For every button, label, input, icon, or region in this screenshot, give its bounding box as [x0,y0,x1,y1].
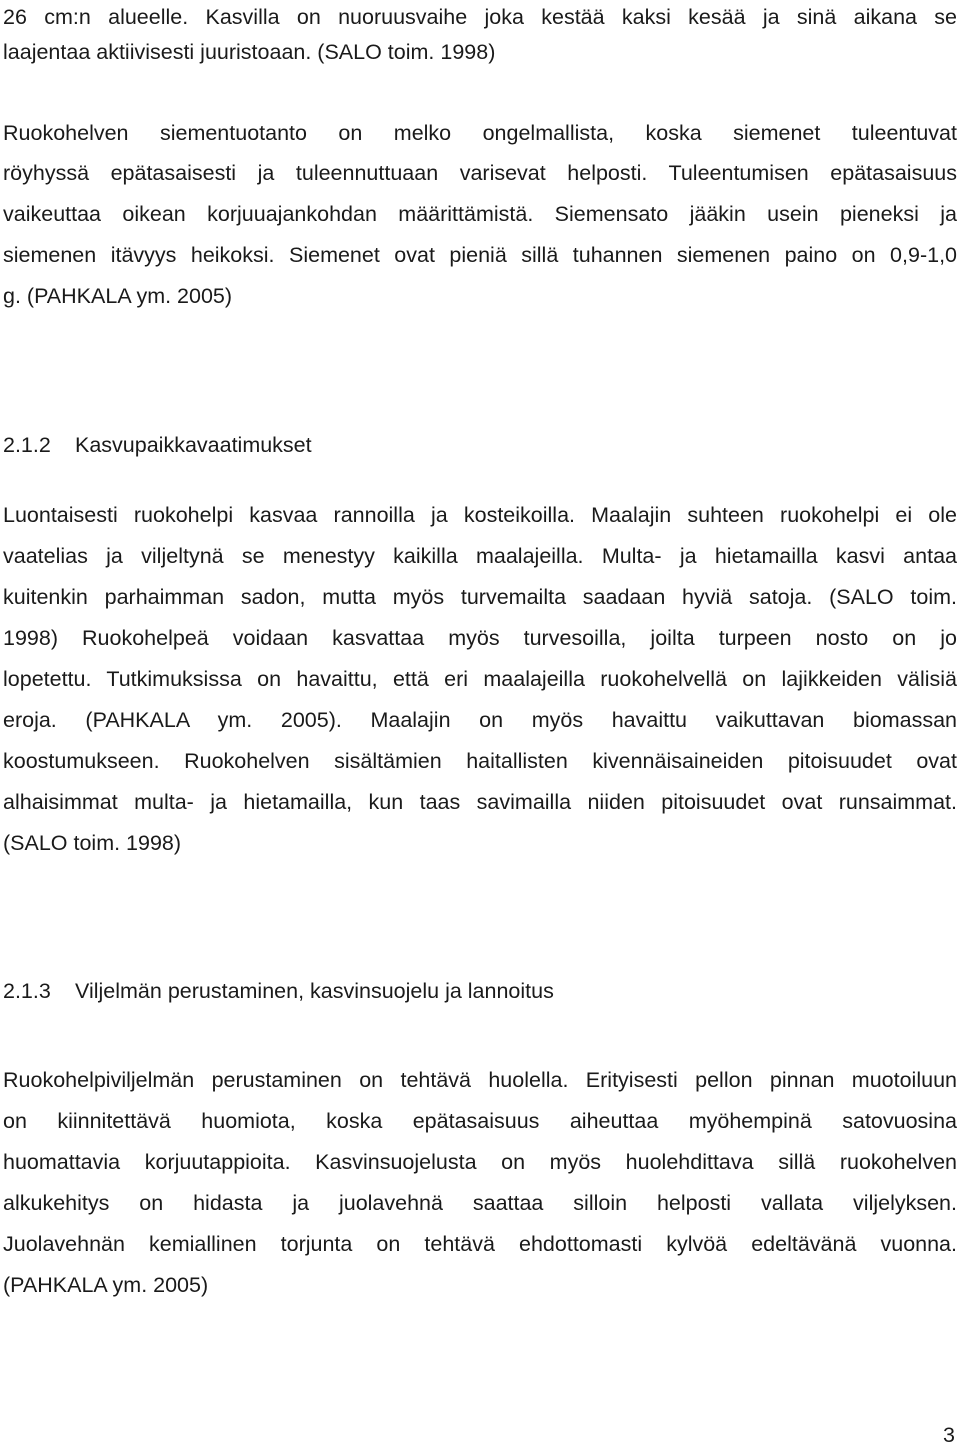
paragraph-3-line-7: koostumukseen. Ruokohelven sisältämien haitallisten kivennäisaineiden pitoisuudet ovat [3,749,957,773]
section-title: Viljelmän perustaminen, kasvinsuojelu ja lannoitus [75,979,554,1003]
section-number: 2.1.3 [3,979,51,1003]
paragraph-4-line-1: Ruokohelpiviljelmän perustaminen on tehtävä huolella. Erityisesti pellon pinnan muotoiluun [3,1068,957,1092]
paragraph-3-line-5: lopetettu. Tutkimuksissa on havaittu, että eri maalajeilla ruokohelvellä on lajikkeiden välisiä [3,667,957,691]
paragraph-2-line-1: Ruokohelven siementuotanto on melko ongelmallista, koska siemenet tuleentuvat [3,121,957,145]
page-number: 3 [943,1423,955,1447]
section-number: 2.1.2 [3,433,51,457]
paragraph-3-line-1: Luontaisesti ruokohelpi kasvaa rannoilla ja kosteikoilla. Maalajin suhteen ruokohelpi ei ole [3,503,957,527]
paragraph-4-line-3: huomattavia korjuutappioita. Kasvinsuojelusta on myös huolehdittava sillä ruokohelven [3,1150,957,1174]
paragraph-3-line-2: vaatelias ja viljeltynä se menestyy kaikilla maalajeilla. Multa- ja hietamailla kasvi antaa [3,544,957,568]
paragraph-3-line-8: alhaisimmat multa- ja hietamailla, kun taas savimailla niiden pitoisuudet ovat runsaimmat. [3,790,957,814]
paragraph-2-line-4: siemenen itävyys heikoksi. Siemenet ovat pieniä sillä tuhannen siemenen paino on 0,9-1,0 [3,243,957,267]
paragraph-4-line-5: Juolavehnän kemiallinen torjunta on tehtävä ehdottomasti kylvöä edeltävänä vuonna. [3,1232,957,1256]
paragraph-3-line-4: 1998) Ruokohelpeä voidaan kasvattaa myös turvesoilla, joilta turpeen nosto on jo [3,626,957,650]
paragraph-4-line-4: alkukehitys on hidasta ja juolavehnä saattaa silloin helposti vallata viljelyksen. [3,1191,957,1215]
paragraph-3-line-6: eroja. (PAHKALA ym. 2005). Maalajin on myös havaittu vaikuttavan biomassan [3,708,957,732]
paragraph-4-line-6: (PAHKALA ym. 2005) [3,1273,209,1297]
paragraph-2-line-3: vaikeuttaa oikean korjuuajankohdan määrittämistä. Siemensato jääkin usein pieneksi ja [3,202,957,226]
paragraph-2-line-2: röyhyssä epätasaisesti ja tuleennuttuaan varisevat helposti. Tuleentumisen epätasaisuus [3,161,957,185]
paragraph-4-line-2: on kiinnitettävä huomiota, koska epätasaisuus aiheuttaa myöhempinä satovuosina [3,1109,957,1133]
paragraph-3-line-3: kuitenkin parhaimman sadon, mutta myös turvemailta saadaan hyviä satoja. (SALO toim. [3,585,957,609]
section-title: Kasvupaikkavaatimukset [75,433,312,457]
section-heading-2-1-3 [3,976,554,1006]
paragraph-1-line-2: laajentaa aktiivisesti juuristoaan. (SALO toim. 1998) [3,40,496,64]
section-heading-2-1-2 [3,430,312,460]
paragraph-3-line-9: (SALO toim. 1998) [3,831,182,855]
paragraph-1-line-1: 26 cm:n alueelle. Kasvilla on nuoruusvaihe joka kestää kaksi kesää ja sinä aikana se [3,5,957,29]
paragraph-2-line-5: g. (PAHKALA ym. 2005) [3,284,233,308]
